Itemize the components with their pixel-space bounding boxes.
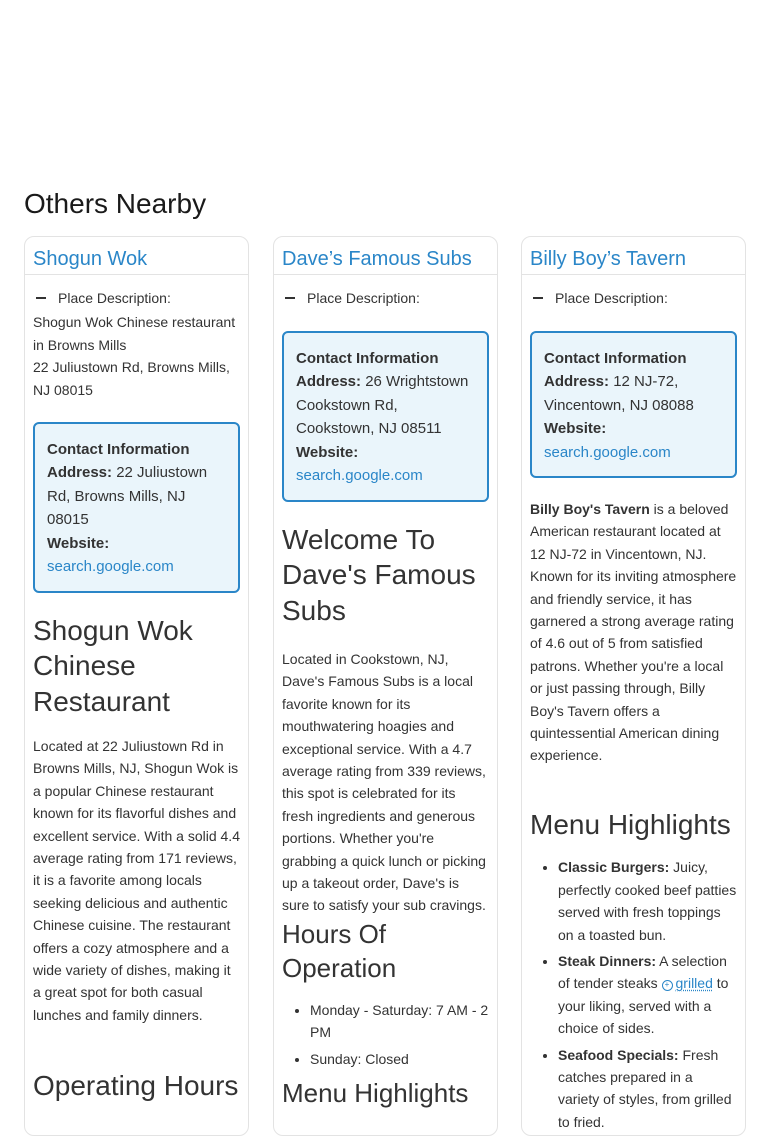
ad-space	[0, 0, 770, 180]
menu-item-text: to your liking, served with a choice of sides.	[558, 975, 729, 1037]
description-address: 22 Juliustown Rd, Browns Mills, NJ 08015	[33, 359, 230, 398]
restaurant-heading: Shogun Wok Chinese Restaurant	[33, 614, 193, 717]
card-title-link[interactable]: Billy Boy’s Tavern	[530, 248, 686, 270]
address-value: 26 Wrightstown Cookstown Rd, Cookstown, NJ 08511	[296, 373, 469, 437]
collapse-icon	[533, 297, 543, 299]
address-label: Address:	[296, 373, 362, 390]
intro-paragraph	[530, 498, 737, 767]
contact-info-box	[282, 331, 489, 502]
menu-heading: Menu Highlights	[530, 808, 731, 840]
description-line: Shogun Wok Chinese restaurant in Browns Mills	[33, 314, 236, 353]
hours-item: • Sunday: Closed	[310, 1048, 489, 1070]
menu-item-text: Juicy, perfectly cooked beef patties served with fresh toppings on a toasted bun.	[558, 859, 737, 943]
intro-text: is a beloved American restaurant located at 12 NJ-72 in Vincentown, NJ. Known for its inviting atmosphere and friendly service, it has garnered a strong average rating of 4.6 out of 5 from satisfied patrons. Whether you're a local or just passing through, Billy Boy's Tavern offers a quintessential American dining experience.	[530, 501, 737, 764]
website-label: Website:	[296, 443, 359, 461]
hours-item: • Monday - Saturday: 7 AM - 2 PM	[310, 999, 489, 1044]
address-value: 22 Juliustown Rd, Browns Mills, NJ 08015	[47, 464, 208, 528]
menu-item-name: Steak Dinners:	[558, 953, 657, 969]
contact-address	[544, 370, 723, 417]
website-link[interactable]: search.google.com	[296, 467, 423, 484]
place-description-label: Place Description:	[555, 290, 668, 306]
card-title-link[interactable]: Dave’s Famous Subs	[282, 248, 472, 270]
contact-info-box	[530, 331, 737, 478]
restaurant-paragraph: Located in Cookstown, NJ, Dave's Famous Subs is a local favorite known for its mouthwatering hoagies and exceptional service. With a 4.7 average rating from 339 reviews, this spot is celebrated for its fresh ingredients and generous portions. Whether you're grabbing a quick lunch or picking up a takeout order, Dave's is sure to satisfy your sub cravings.	[282, 651, 486, 914]
menu-heading: Menu Highlights	[282, 1078, 469, 1109]
address-value: 12 NJ-72, Vincentown, NJ 08088	[544, 373, 694, 414]
section-title: Others Nearby	[24, 188, 207, 219]
menu-item	[558, 1044, 737, 1134]
restaurant-paragraph: Located at 22 Juliustown Rd in Browns Mills, NJ, Shogun Wok is a popular Chinese restaurant known for its flavorful dishes and excellent service. With a solid 4.4 average rating from 171 reviews, it is a favorite among locals seeking delicious and authentic Chinese cuisine. The restaurant offers a cozy atmosphere and a wide variety of dishes, making it a great spot for both casual lunches and family dinners.	[33, 738, 240, 1023]
website-link[interactable]: search.google.com	[544, 443, 671, 461]
collapse-icon	[36, 297, 46, 299]
place-description-label: Place Description:	[307, 290, 420, 306]
card-header	[25, 237, 248, 275]
card-header	[522, 237, 745, 275]
place-description-toggle[interactable]	[33, 289, 240, 307]
address-label: Address:	[544, 373, 610, 390]
website-link[interactable]: search.google.com	[47, 558, 174, 575]
menu-list	[530, 856, 737, 1133]
place-card-daves-famous-subs	[273, 236, 498, 1136]
place-description-label: Place Description:	[58, 290, 171, 306]
place-card-shogun-wok	[24, 236, 249, 1136]
place-description-text	[33, 311, 240, 401]
menu-item	[558, 856, 737, 946]
contact-address	[296, 370, 475, 441]
menu-item-name: Seafood Specials:	[558, 1046, 679, 1063]
menu-item-text: Fresh catches prepared in a variety of styles, from grilled to fried.	[558, 1046, 732, 1130]
link-plus-icon: +	[662, 980, 673, 991]
contact-heading: Contact Information	[296, 350, 439, 367]
collapse-icon	[285, 297, 295, 299]
contact-heading: Contact Information	[544, 350, 687, 367]
menu-item-text: A selection of tender steaks	[558, 953, 727, 992]
menu-item-name: Classic Burgers:	[558, 859, 670, 876]
contact-heading: Contact Information	[47, 441, 190, 458]
website-label: Website:	[47, 534, 110, 552]
welcome-heading: Welcome To Dave's Famous Subs	[282, 523, 476, 626]
card-header	[274, 237, 497, 275]
hours-heading: Hours Of Operation	[282, 918, 397, 983]
menu-item	[558, 950, 737, 1040]
place-description-toggle[interactable]	[282, 289, 489, 307]
contact-info-box	[33, 422, 240, 593]
address-label: Address:	[47, 464, 113, 481]
card-title-link[interactable]: Shogun Wok	[33, 248, 148, 270]
contact-address	[47, 461, 226, 532]
operating-hours-heading: Operating Hours	[33, 1070, 239, 1102]
intro-bold: Billy Boy's Tavern	[530, 501, 650, 517]
place-description-toggle[interactable]	[530, 289, 737, 307]
grilled-link[interactable]: grilled	[675, 975, 713, 992]
website-label: Website:	[544, 420, 607, 437]
hours-list	[282, 999, 489, 1070]
place-card-billy-boys-tavern	[521, 236, 746, 1136]
